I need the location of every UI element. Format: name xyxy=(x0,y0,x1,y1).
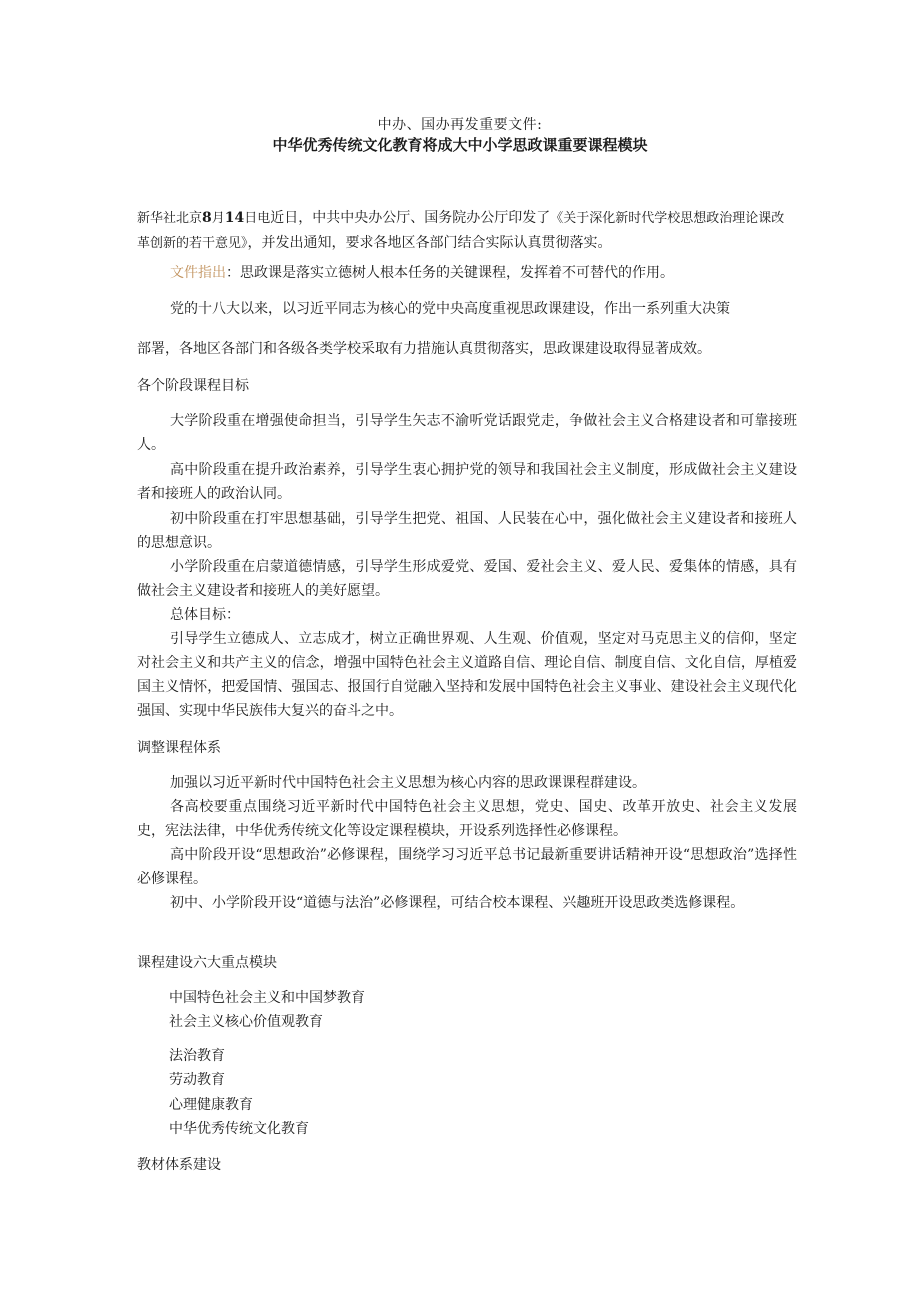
overall-goal-text: 引导学生立德成人、立志成才，树立正确世界观、人生观、价值观，坚定对马克思主义的信仰，坚定对社会主义和共产主义的信念，增强中国特色社会主义道路自信、理论自信、制度自信、文化自信，厚植爱国主义情怀，把爱国情、强国志、报国行自觉融入坚持和发展中国特色社会主义事业、建设社会主义现代化强国、实现中华民族伟大复兴的奋斗之中。 xyxy=(137,631,797,719)
course-system-p3: 高中阶段开设“思想政治”必修课程，围绕学习习近平总书记最新重要讲话精神开设“思想政治”选择性必修课程。 xyxy=(137,847,797,887)
note-label: 文件指出 xyxy=(170,265,226,281)
news-source: 新华社北京 xyxy=(137,211,203,226)
course-system-p4: 初中、小学阶段开设“道德与法治”必修课程，可结合校本课程、兴趣班开设思政类选修课程。 xyxy=(170,895,745,911)
section-heading-course-goals: 各个阶段课程目标 xyxy=(137,378,249,394)
course-system-p2: 各高校要重点围绕习近平新时代中国特色社会主义思想，党史、国史、改革开放史、社会主义发展史，宪法法律，中华优秀传统文化等设定课程模块，开设系列选择性必修课程。 xyxy=(137,799,797,839)
module-item: 法治教育 xyxy=(169,1048,225,1064)
goal-junior-high: 初中阶段重在打牢思想基础，引导学生把党、祖国、人民装在心中，强化做社会主义建设者和接班人的思想意识。 xyxy=(137,511,797,551)
goal-primary: 小学阶段重在启蒙道德情感，引导学生形成爱党、爱国、爱社会主义、爱人民、爱集体的情感，具有做社会主义建设者和接班人的美好愿望。 xyxy=(137,559,797,599)
module-item: 社会主义核心价值观教育 xyxy=(169,1014,323,1030)
news-day-unit: 日电 xyxy=(244,211,271,226)
section-heading-six-modules: 课程建设六大重点模块 xyxy=(137,955,277,971)
news-month-unit: 月 xyxy=(211,211,225,226)
goal-university: 大学阶段重在增强使命担当，引导学生矢志不渝听党话跟党走，争做社会主义合格建设者和可靠接班人。 xyxy=(137,413,797,453)
overall-goal-label: 总体目标： xyxy=(170,607,240,623)
note-text: ：思政课是落实立德树人根本任务的关键课程，发挥着不可替代的作用。 xyxy=(226,265,674,281)
lead-text-1: 近日，中共中央办公厅、国务院办公厅印发了 xyxy=(270,210,551,226)
goal-senior-high: 高中阶段重在提升政治素养，引导学生衷心拥护党的领导和我国社会主义制度，形成做社会主义建设者和接班人的政治认同。 xyxy=(137,462,797,502)
intro-line-1: 党的十八大以来，以习近平同志为核心的党中央高度重视思政课建设，作出一系列重大决策 xyxy=(170,301,730,317)
section-heading-course-system: 调整课程体系 xyxy=(137,740,221,756)
referenced-document-title: 《关于深化新时代学校思想政治理论课改革创新的若干意见》 xyxy=(137,211,785,251)
module-item: 中国特色社会主义和中国梦教育 xyxy=(169,990,365,1006)
module-item: 中华优秀传统文化教育 xyxy=(169,1121,309,1137)
news-day: 14 xyxy=(224,210,245,226)
lead-paragraph xyxy=(137,206,797,256)
note-paragraph xyxy=(137,261,797,285)
lead-text-2: ，并发出通知，要求各地区各部门结合实际认真贯彻落实。 xyxy=(247,235,612,251)
module-item: 劳动教育 xyxy=(169,1072,225,1088)
section-heading-textbook-system: 教材体系建设 xyxy=(137,1157,221,1173)
intro-line-2: 部署，各地区各部门和各级各类学校采取有力措施认真贯彻落实，思政课建设取得显著成效。 xyxy=(137,341,711,357)
course-system-p1: 加强以习近平新时代中国特色社会主义思想为核心内容的思政课课程群建设。 xyxy=(170,775,646,791)
news-month: 8 xyxy=(202,210,212,226)
document-title: 中华优秀传统文化教育将成大中小学思政课重要课程模块 xyxy=(272,136,648,154)
document-subtitle: 中办、国办再发重要文件: xyxy=(377,117,543,133)
module-item: 心理健康教育 xyxy=(169,1097,253,1113)
